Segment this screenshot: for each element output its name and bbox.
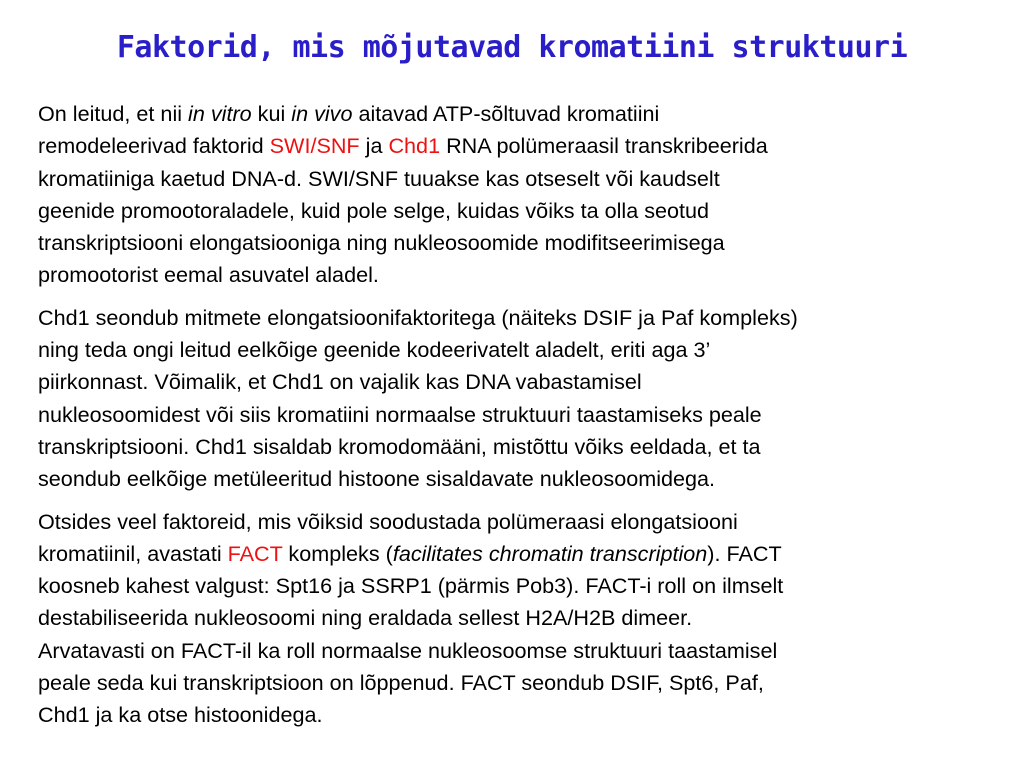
text-line: koosneb kahest valgust: Spt16 ja SSRP1 (pärmis Pob3). FACT-i roll on ilmselt xyxy=(38,573,784,599)
text-run: remodeleerivad faktorid xyxy=(38,133,270,159)
text-line: destabiliseerida nukleosoomi ning eraldada sellest H2A/H2B dimeer. xyxy=(38,605,693,631)
text-line: ning teda ongi leitud eelkõige geenide kodeerivatelt aladelt, eriti aga 3’ xyxy=(38,337,711,363)
text-run: kromatiinil, avastati xyxy=(38,540,228,566)
paragraph-3 xyxy=(38,506,998,732)
text-line: piirkonnast. Võimalik, et Chd1 on vajalik kas DNA vabastamisel xyxy=(38,369,642,395)
text-line: peale seda kui transkriptsioon on lõppenud. FACT seondub DSIF, Spt6, Paf, xyxy=(38,670,764,696)
text-line: Arvatavasti on FACT-il ka roll normaalse nukleosoomse struktuuri taastamisel xyxy=(38,637,778,663)
paragraph-2 xyxy=(38,302,998,496)
italic-term-in-vitro: in vitro xyxy=(188,101,252,126)
text-run: aitavad ATP-sõltuvad kromatiini xyxy=(352,101,660,126)
text-run: kompleks ( xyxy=(282,540,393,566)
text-line xyxy=(38,130,998,162)
highlight-swi-snf: SWI/SNF xyxy=(269,133,360,159)
text-line: nukleosoomidest või siis kromatiini normaalse struktuuri taastamiseks peale xyxy=(38,401,762,427)
paragraph-1 xyxy=(38,98,998,292)
italic-term-in-vivo: in vivo xyxy=(291,101,353,126)
highlight-fact: FACT xyxy=(227,540,283,566)
text-line: transkriptsiooni. Chd1 sisaldab kromodomääni, mistõttu võiks eeldada, et ta xyxy=(38,433,761,459)
text-run: RNA polümeraasil transkribeerida xyxy=(440,133,768,159)
text-line xyxy=(38,538,998,570)
highlight-chd1: Chd1 xyxy=(388,133,441,159)
text-run: On leitud, et nii xyxy=(38,101,189,126)
text-line: seondub eelkõige metüleeritud histoone sisaldavate nukleosoomidega. xyxy=(38,466,716,492)
text-line xyxy=(38,98,998,130)
slide-body xyxy=(38,98,998,742)
italic-term-fact-expansion: facilitates chromatin transcription xyxy=(392,540,708,566)
text-run: ja xyxy=(359,133,389,159)
text-line: kromatiiniga kaetud DNA-d. SWI/SNF tuuakse kas otseselt või kaudselt xyxy=(38,165,720,191)
text-line: transkriptsiooni elongatsiooniga ning nukleosoomide modifitseerimisega xyxy=(38,230,725,256)
text-line: geenide promootoraladele, kuid pole selge, kuidas võiks ta olla seotud xyxy=(38,197,710,223)
text-run: ). FACT xyxy=(707,540,782,566)
text-run: kui xyxy=(251,101,292,126)
text-line: Chd1 seondub mitmete elongatsioonifaktoritega (näiteks DSIF ja Paf kompleks) xyxy=(38,304,798,330)
text-line: Otsides veel faktoreid, mis võiksid soodustada polümeraasi elongatsiooni xyxy=(38,508,738,534)
text-line: Chd1 ja ka otse histoonidega. xyxy=(38,702,323,728)
slide-title: Faktorid, mis mõjutavad kromatiini struktuuri xyxy=(116,30,908,65)
text-line: promootorist eemal asuvatel aladel. xyxy=(38,262,379,288)
